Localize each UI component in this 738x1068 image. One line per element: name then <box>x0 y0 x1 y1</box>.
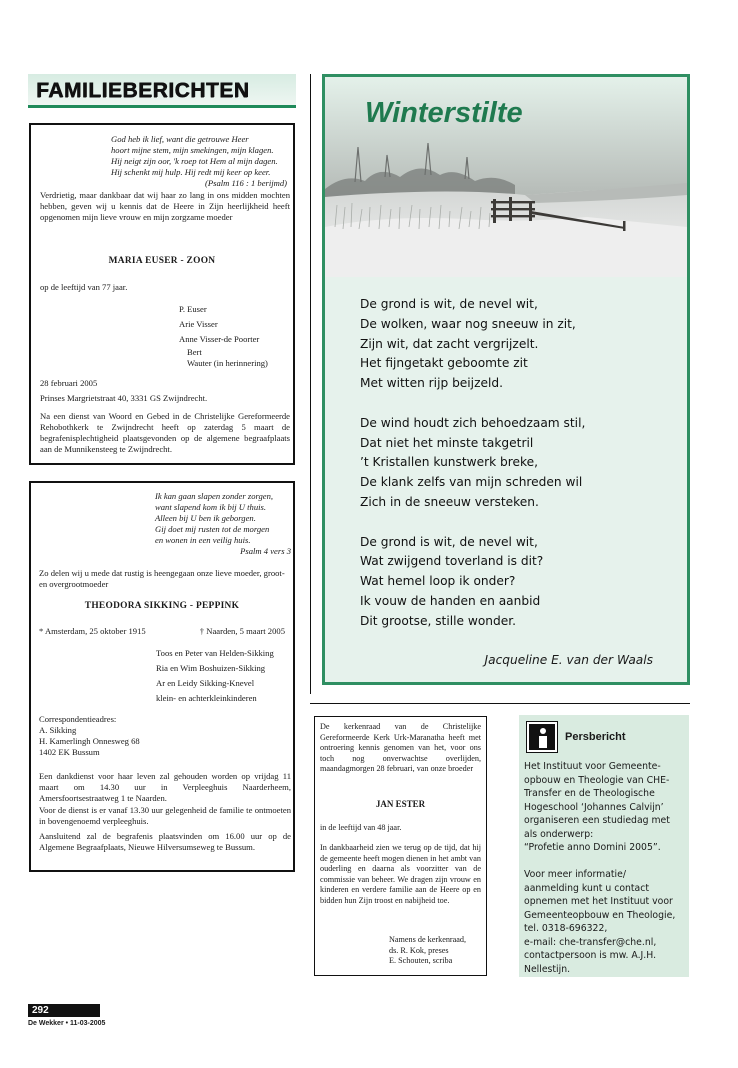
verse-line: Hij neigt zijn oor, 'k roep tot Hem al mijn dagen. <box>111 156 278 166</box>
signer: Bert <box>187 347 202 357</box>
notice-body: In dankbaarheid zien we terug op de tijd, dat hij de gemeente heeft mogen dienen in het ambt van ouderling en daarna als voorzitter van de commissie van beheer. We dragen zijn vrouw en kinderen en verdere familie aan de Heere op en bidden hun Zijn troost en nabijheid toe. <box>320 843 481 905</box>
signer: Ar en Leidy Sikking-Knevel <box>156 678 255 688</box>
poem-line: De grond is wit, de nevel wit, <box>360 297 538 311</box>
service-info: Een dankdienst voor haar leven zal gehouden worden op vrijdag 11 maart om 14.30 uur in Verpleeghuis Naarderheem, Amersfoortsestraatweg 1 te Naarden. <box>39 771 291 803</box>
obituary-notice-ester <box>314 716 487 976</box>
birth-info: * Amsterdam, 25 oktober 1915 <box>39 626 146 636</box>
verse-quote <box>155 491 291 557</box>
verse-line: God heb ik lief, want die getrouwe Heer <box>111 134 249 144</box>
poem-title: Winterstilte <box>365 97 523 129</box>
press-line: e-mail: che-transfer@che.nl, <box>524 936 657 948</box>
poem-line: Zich in de sneeuw versteken. <box>360 494 539 509</box>
signer: Anne Visser-de Poorter <box>179 334 260 344</box>
row-divider <box>310 703 690 704</box>
signers-list <box>389 935 466 967</box>
verse-line: Hij schenkt mij hulp. Hij redt mij keer op keer. <box>111 167 271 177</box>
deceased-name: MARIA EUSER - ZOON <box>108 256 216 266</box>
signer: E. Schouten, scriba <box>389 956 453 966</box>
verse-line: Ik kan gaan slapen zonder zorgen, <box>155 491 274 501</box>
correspondence-address <box>39 714 140 758</box>
verse-line: hoort mijne stem, mijn smekingen, mijn klagen. <box>111 145 274 155</box>
meeting-info: Voor de dienst is er vanaf 13.30 uur gelegenheid de familie te ontmoeten in bovengenoemd verpleeghuis. <box>39 805 291 826</box>
death-info: † Naarden, 5 maart 2005 <box>199 626 285 636</box>
signers-list <box>179 302 268 369</box>
corr-label: Correspondentieadres: <box>39 714 117 724</box>
press-line: als onderwerp: <box>524 828 594 840</box>
poem-line: De wolken, waar nog sneeuw in zit, <box>360 316 576 331</box>
section-title: FAMILIEBERICHTEN <box>36 79 250 102</box>
deceased-age: in de leeftijd van 48 jaar. <box>320 823 402 832</box>
press-body <box>524 760 686 976</box>
press-line: contactpersoon is mw. A.J.H. <box>524 950 657 961</box>
poem-line: ’t Kristallen kunstwerk breke, <box>360 455 539 470</box>
poem-line: Wat zwijgend toverland is dit? <box>360 554 544 569</box>
notice-address: Prinses Margrietstraat 40, 3331 GS Zwijndrecht. <box>40 393 208 403</box>
verse-quote <box>111 134 297 189</box>
poem-line: Wat hemel loop ik onder? <box>360 574 516 589</box>
poem-line: De klank zelfs van mijn schreden wil <box>360 475 583 490</box>
poem-panel <box>322 74 690 685</box>
verse-reference: Psalm 4 vers 3 <box>240 546 291 556</box>
signer: Arie Visser <box>179 319 218 329</box>
press-line: opbouw en Theologie van CHE- <box>524 774 670 786</box>
verse-line: en wonen in een veilig huis. <box>155 535 251 545</box>
press-line: aanmelding kunt u contact <box>524 882 649 894</box>
verse-line: want slapend kom ik bij U thuis. <box>155 502 266 512</box>
verse-line: Alleen bij U ben ik geborgen. <box>155 513 256 523</box>
verse-line: Gij doet mij rusten tot de morgen <box>155 524 270 534</box>
deceased-age: op de leeftijd van 77 jaar. <box>40 282 128 292</box>
section-header <box>28 74 296 108</box>
signer: klein- en achterkleinkinderen <box>156 693 257 703</box>
press-line: Transfer en de Theologische <box>524 788 655 799</box>
signers-list <box>156 646 274 706</box>
poem-line: Het fijngetakt geboomte zit <box>360 356 528 371</box>
press-line: Nellestijn. <box>524 963 571 975</box>
signer: Wauter (in herinnering) <box>187 358 268 368</box>
deceased-name: THEODORA SIKKING - PEPPINK <box>84 601 240 611</box>
service-info: Na een dienst van Woord en Gebed in de Christelijke Gereformeerde Rehobothkerk te Zwijndrecht heeft op zaterdag 5 maart de begrafenisplechtigheid plaatsgevonden op de algemene begraafplaats aan de Munnikensteeg te Zwijndrecht. <box>40 411 290 454</box>
press-line: Het Instituut voor Gemeente- <box>524 761 661 772</box>
corr-line: 1402 EK Bussum <box>39 747 100 757</box>
poem-line: Met witten rijp beijzeld. <box>360 376 503 391</box>
column-divider <box>310 74 311 694</box>
press-line: Gemeenteopbouw en Theologie, <box>524 909 676 921</box>
signer: ds. R. Kok, preses <box>389 945 449 955</box>
notice-date: 28 februari 2005 <box>40 378 98 388</box>
notice-intro: Verdrietig, maar dankbaar dat wij haar zo lang in ons midden mochten hebben, geven wij u kennis dat de Heere in Zijn heerlijkheid heeft opgenomen mijn lieve vrouw en mijn zorgzame moeder <box>40 190 290 222</box>
poem-line: Zijn wit, dat zacht vergrijzelt. <box>360 336 539 351</box>
publication-footer: De Wekker • 11-03-2005 <box>28 1020 106 1027</box>
press-line: Hogeschool ‘Johannes Calvijn’ <box>524 801 664 813</box>
notice-intro: De kerkenraad van de Christelijke Gereformeerde Kerk Urk-Maranatha heeft met ontroering kennis genomen van het, voor ons toch nog onverwachtse overlijden, maandagmorgen 28 februari, van onze broeder <box>320 722 481 774</box>
poem-line: Dat niet het minste takgetril <box>360 435 534 450</box>
poem-author: Jacqueline E. van der Waals <box>484 653 653 667</box>
obituary-notice-sikking <box>29 481 295 872</box>
poem-line: De wind houdt zich behoedzaam stil, <box>360 415 586 430</box>
signer: Ria en Wim Boshuizen-Sikking <box>156 663 266 673</box>
burial-info: Aansluitend zal de begrafenis plaatsvinden om 16.00 uur op de Algemene Begraafplaats, Nieuwe Hilversumseweg te Bussum. <box>39 831 291 852</box>
notice-intro: Zo delen wij u mede dat rustig is heengegaan onze lieve moeder, groot- en overgrootmoeder <box>39 568 285 589</box>
poem-text <box>360 295 585 632</box>
signer: P. Euser <box>179 304 207 314</box>
corr-line: A. Sikking <box>39 725 77 735</box>
press-title: Persbericht <box>565 731 626 743</box>
verse-reference: (Psalm 116 : 1 berijmd) <box>205 178 287 188</box>
signer: Toos en Peter van Helden-Sikking <box>156 648 274 658</box>
signer: Namens de kerkenraad, <box>389 935 467 944</box>
press-line: organiseren een studiedag met <box>524 815 670 826</box>
page-number: 292 <box>28 1004 100 1017</box>
press-line: opnemen met het Instituut voor <box>524 896 673 907</box>
press-line: tel. 0318-696322, <box>524 923 608 934</box>
press-line: “Profetie anno Domini 2005”. <box>524 842 661 853</box>
deceased-name: JAN ESTER <box>375 799 426 809</box>
poem-line: Dit grootse, stille wonder. <box>360 613 516 628</box>
info-icon <box>527 722 557 752</box>
poem-line: Ik vouw de handen en aanbid <box>360 593 541 608</box>
press-line: Voor meer informatie/ <box>524 869 626 880</box>
corr-line: H. Kamerlingh Onnesweg 68 <box>39 736 140 746</box>
obituary-notice-euser <box>29 123 295 465</box>
poem-line: De grond is wit, de nevel wit, <box>360 534 538 549</box>
press-release <box>519 715 689 977</box>
